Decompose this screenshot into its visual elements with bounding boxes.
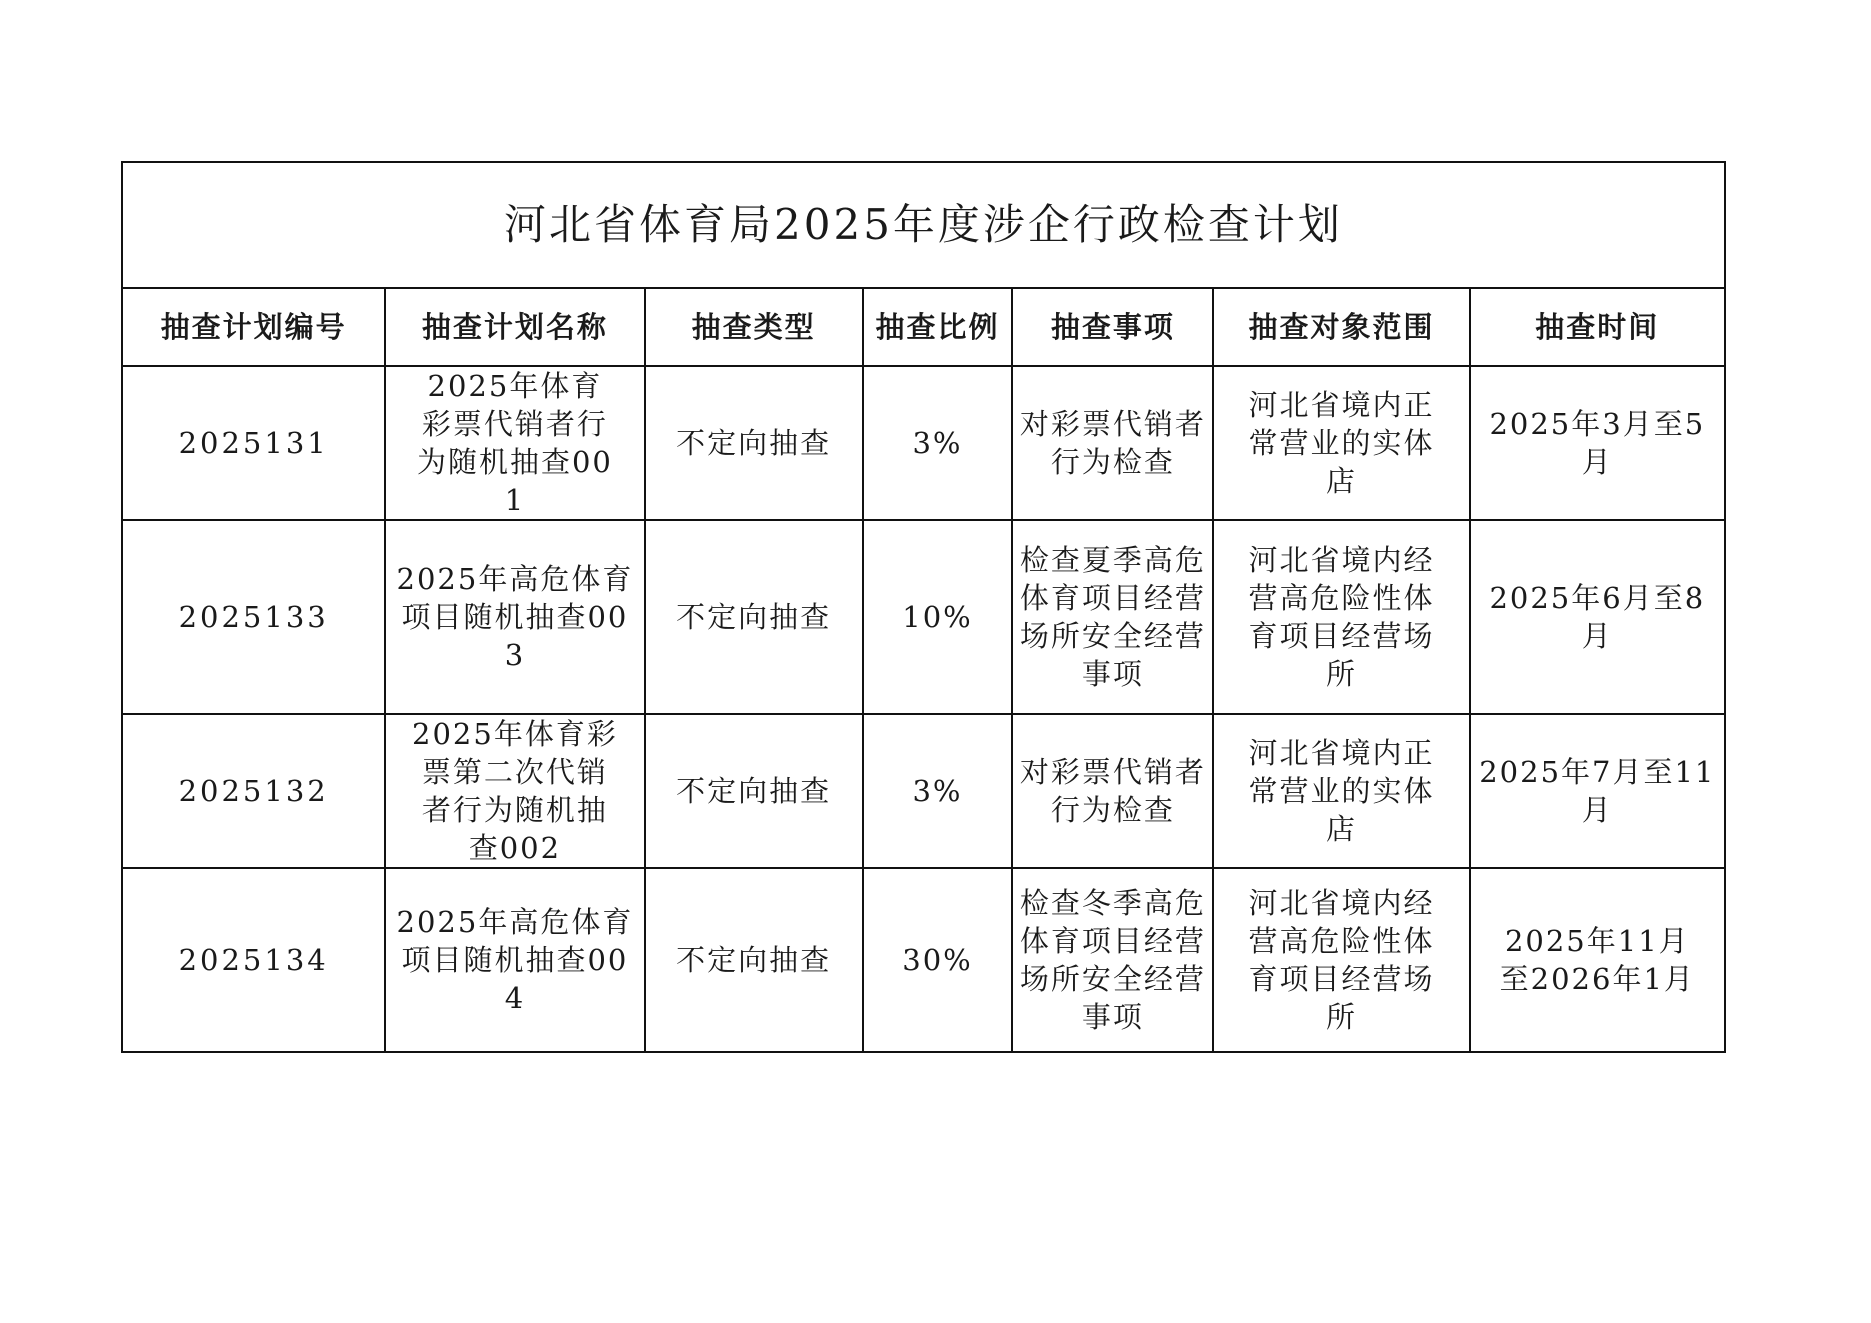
plan-time-cell: 2025年3月至5月 [1470,366,1725,520]
plan-scope-text: 河北省境内正常营业的实体店 [1248,388,1435,498]
column-header-item: 抽查事项 [1012,288,1213,366]
plan-item-cell [1012,868,1213,1052]
column-header-plan-id: 抽查计划编号 [122,288,385,366]
plan-time-cell: 2025年7月至11月 [1470,714,1725,868]
plan-name-text: 2025年体育彩票第二次代销者行为随机抽查002 [412,717,618,865]
plan-item-text: 检查冬季高危体育项目经营场所安全经营事项 [1019,886,1206,1034]
column-header-time: 抽查时间 [1470,288,1725,366]
document-title: 河北省体育局2025年度涉企行政检查计划 [122,162,1725,288]
column-header-plan-name: 抽查计划名称 [385,288,644,366]
column-header-scope: 抽查对象范围 [1213,288,1469,366]
plan-name-cell [385,714,644,868]
column-header-ratio: 抽查比例 [863,288,1013,366]
plan-scope-cell [1213,714,1469,868]
plan-id-cell: 2025132 [122,714,385,868]
plan-scope-text: 河北省境内经营高危险性体育项目经营场所 [1248,886,1435,1034]
plan-item-text: 检查夏季高危体育项目经营场所安全经营事项 [1019,543,1206,691]
plan-scope-cell [1213,366,1469,520]
plan-id-cell: 2025134 [122,868,385,1052]
plan-time-cell: 2025年6月至8月 [1470,520,1725,714]
table-row [122,714,1725,868]
plan-time-text: 2025年11月至2026年1月 [1499,924,1695,996]
plan-ratio-cell: 30% [863,868,1013,1052]
plan-id-cell: 2025131 [122,366,385,520]
plan-name-cell [385,520,644,714]
table-row [122,366,1725,520]
plan-scope-cell [1213,520,1469,714]
table-row [122,868,1725,1052]
plan-ratio-cell: 3% [863,714,1013,868]
plan-type-cell: 不定向抽查 [645,520,863,714]
plan-ratio-cell: 3% [863,366,1013,520]
column-header-type: 抽查类型 [645,288,863,366]
table-row [122,520,1725,714]
inspection-plan-table [121,161,1726,1053]
plan-scope-text: 河北省境内经营高危险性体育项目经营场所 [1248,543,1435,691]
plan-id-cell: 2025133 [122,520,385,714]
plan-scope-cell [1213,868,1469,1052]
plan-type-cell: 不定向抽查 [645,868,863,1052]
plan-item-cell [1012,366,1213,520]
plan-name-text: 2025年体育彩票代销者行为随机抽查001 [416,369,613,517]
plan-item-text: 对彩票代销者行为检查 [1019,755,1206,827]
plan-time-cell [1470,868,1725,1052]
plan-name-text: 2025年高危体育项目随机抽查004 [396,905,634,1015]
plan-item-text: 对彩票代销者行为检查 [1019,407,1206,479]
plan-type-cell: 不定向抽查 [645,714,863,868]
plan-item-cell [1012,520,1213,714]
plan-name-text: 2025年高危体育项目随机抽查003 [396,562,634,672]
plan-ratio-cell: 10% [863,520,1013,714]
plan-name-cell [385,366,644,520]
header-row [122,288,1725,366]
plan-item-cell [1012,714,1213,868]
plan-name-cell [385,868,644,1052]
plan-scope-text: 河北省境内正常营业的实体店 [1248,736,1435,846]
plan-type-cell: 不定向抽查 [645,366,863,520]
